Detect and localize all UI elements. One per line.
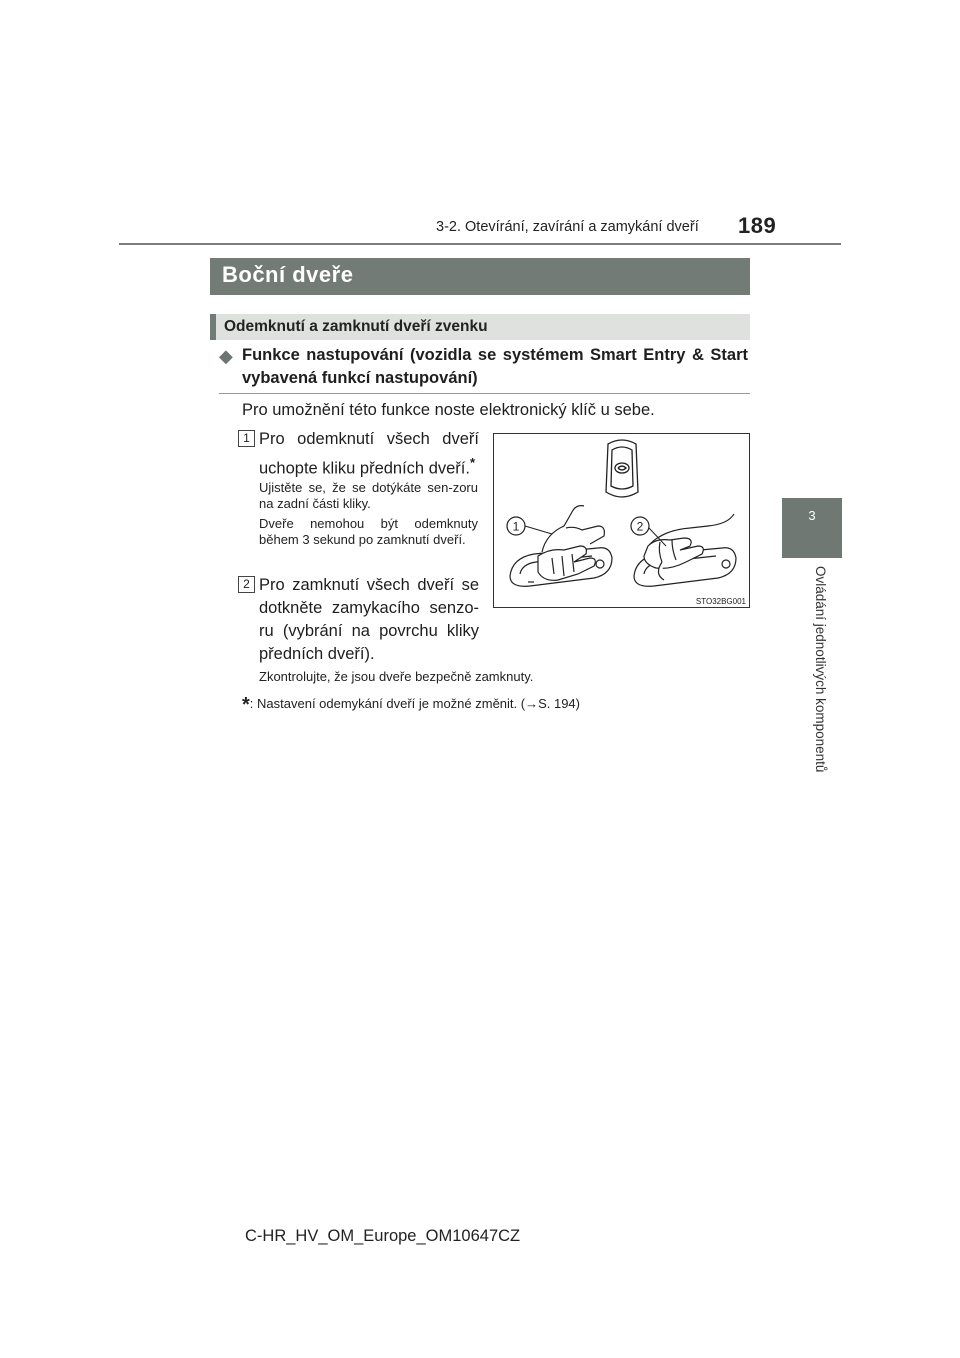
step-number-1: 1 xyxy=(238,430,255,447)
section-heading-accent xyxy=(210,314,216,340)
running-header-section: 3-2. Otevírání, zavírání a zamykání dveří xyxy=(436,219,699,235)
callout-2-label: 2 xyxy=(636,519,644,534)
step-1-note-1: Ujistěte se, že se dotýkáte sen-zoru na zadní části kliky. xyxy=(259,480,478,511)
footnote-marker: * xyxy=(242,694,250,716)
callout-1-label: 1 xyxy=(512,519,520,534)
right-hand-drawing xyxy=(644,514,734,580)
footnote-text: : Nastavení odemykání dveří je možné změnit. (→S. 194) xyxy=(249,696,580,711)
figure-code: STO32BG001 xyxy=(695,597,746,606)
step-1-footnote-marker: * xyxy=(469,455,476,470)
chapter-tab-label: Ovládání jednotlivých komponentů xyxy=(813,566,828,773)
intro-text: Pro umožnění této funkce noste elektronický klíč u sebe. xyxy=(242,401,655,419)
header-rule xyxy=(119,243,841,245)
subheading: Funkce nastupování (vozidla se systémem Smart Entry & Start vybavená funkcí nastupování) xyxy=(242,346,748,387)
subheading-rule xyxy=(219,393,750,394)
step-1-main: Pro odemknutí všech dveří uchopte kliku předních dveří. xyxy=(259,430,479,478)
door-handle-drawing xyxy=(494,434,751,609)
callout-1 xyxy=(507,517,552,535)
left-hand-drawing xyxy=(538,506,604,581)
diamond-bullet-icon: ◆ xyxy=(219,346,233,366)
smart-key-icon xyxy=(606,440,638,497)
document-footer: C-HR_HV_OM_Europe_OM10647CZ xyxy=(245,1227,521,1245)
section-heading: Odemknutí a zamknutí dveří zvenku xyxy=(224,318,488,335)
page-title: Boční dveře xyxy=(222,262,354,287)
step-number-2: 2 xyxy=(238,576,255,593)
step-2-text: Pro zamknutí všech dveří se dotkněte zamykacího senzo-ru (vybrání na povrchu kliky předních dveří). xyxy=(259,576,479,663)
page-number: 189 xyxy=(738,213,777,238)
step-1-note-2: Dveře nemohou být odemknuty během 3 sekund po zamknutí dveří. xyxy=(259,516,478,547)
step-2-note-1: Zkontrolujte, že jsou dveře bezpečně zamknuty. xyxy=(259,669,534,684)
chapter-tab-number: 3 xyxy=(808,508,816,523)
footnote xyxy=(242,691,580,714)
door-handle-illustration xyxy=(493,433,750,608)
step-1-text xyxy=(259,428,479,481)
chapter-tab xyxy=(782,498,842,558)
